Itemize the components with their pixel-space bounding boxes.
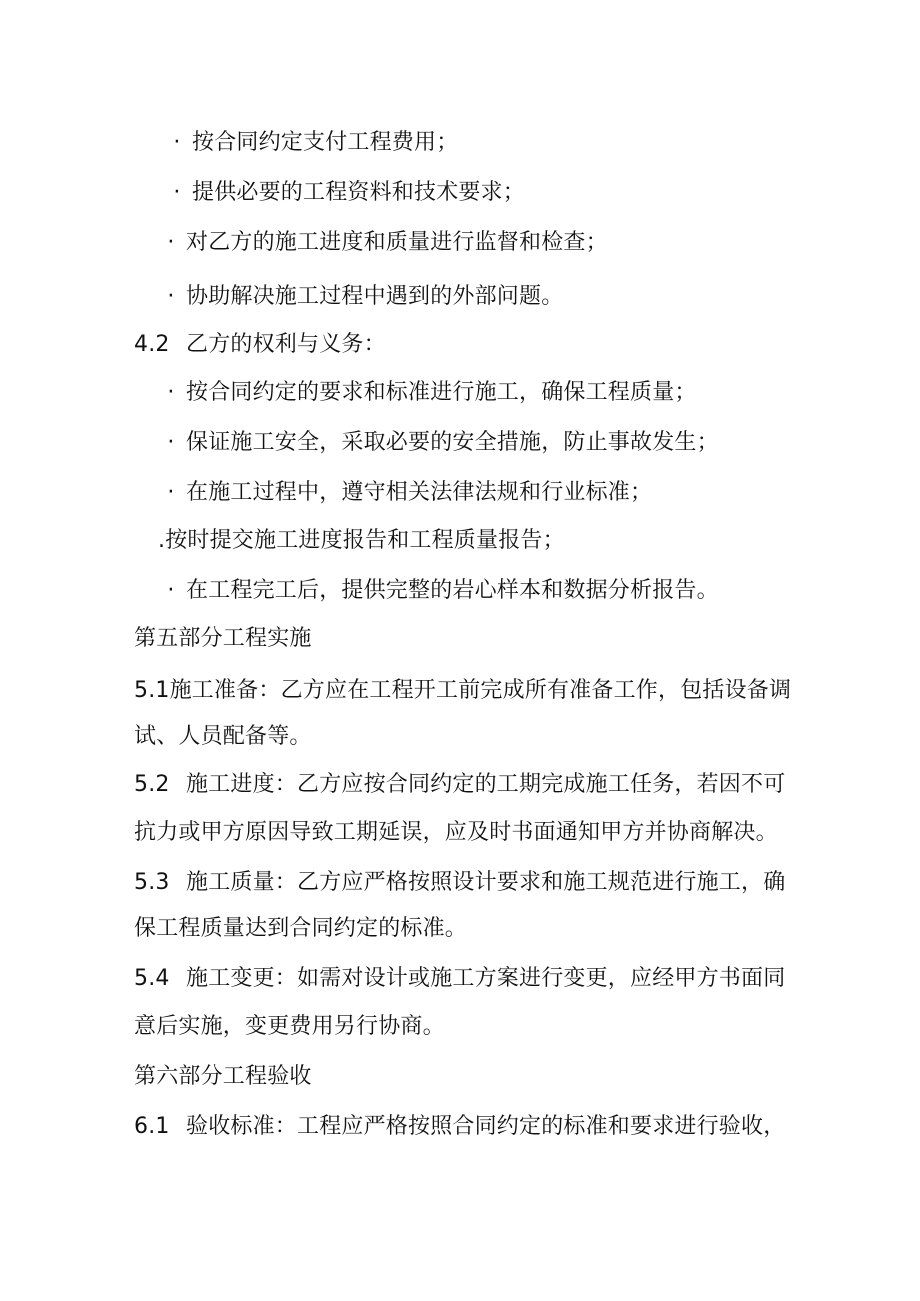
clause-number: 5.2 xyxy=(134,772,170,797)
section-number: 4.2 xyxy=(134,332,170,357)
section-title: 乙方的权利与义务： xyxy=(186,332,386,357)
section-heading-4-2 xyxy=(134,330,386,360)
clause-line: 意后实施，变更费用另行协商。 xyxy=(134,1014,445,1039)
clause-text: 验收标准：工程应严格按照合同约定的标准和要求进行验收， xyxy=(186,1114,786,1139)
clause-line: 保工程质量达到合同约定的标准。 xyxy=(134,916,468,941)
list-item-text: 在施工过程中，遵守相关法律法规和行业标准； xyxy=(186,480,653,505)
clause-line xyxy=(134,1112,785,1142)
list-item xyxy=(168,128,458,158)
list-item-text: 保证施工安全，采取必要的安全措施，防止事故发生； xyxy=(186,430,719,455)
clause-text: 施工质量：乙方应严格按照设计要求和施工规范进行施工，确 xyxy=(186,870,786,895)
bullet: · xyxy=(173,180,181,205)
bullet: · xyxy=(173,130,181,155)
clause-number: 5.3 xyxy=(134,870,170,895)
list-item xyxy=(162,576,719,606)
bullet: · xyxy=(167,284,175,309)
clause-line: 抗力或甲方原因导致工期延误，应及时书面通知甲方并协商解决。 xyxy=(134,820,778,845)
clause-line xyxy=(134,770,785,800)
clause-line: 5.1施工准备：乙方应在工程开工前完成所有准备工作，包括设备调 xyxy=(134,678,792,703)
list-item xyxy=(162,478,652,508)
list-item xyxy=(168,178,525,208)
list-item-text: 协助解决施工过程中遇到的外部问题。 xyxy=(186,284,564,309)
list-item-text: 按合同约定的要求和标准进行施工，确保工程质量； xyxy=(186,380,697,405)
clause-number: 5.4 xyxy=(134,966,170,991)
bullet: · xyxy=(167,380,175,405)
list-item xyxy=(162,228,608,258)
part-heading: 第六部分工程验收 xyxy=(134,1064,312,1089)
bullet: · xyxy=(167,480,175,505)
list-item-text: 对乙方的施工进度和质量进行监督和检查； xyxy=(186,230,608,255)
list-item-text: .按时提交施工进度报告和工程质量报告； xyxy=(158,528,565,553)
clause-line xyxy=(134,964,785,994)
list-item-text: 在工程完工后，提供完整的岩心样本和数据分析报告。 xyxy=(186,578,719,603)
list-item xyxy=(162,428,719,458)
clause-text: 施工进度：乙方应按合同约定的工期完成施工任务，若因不可 xyxy=(186,772,786,797)
bullet: · xyxy=(167,230,175,255)
list-item xyxy=(158,526,565,556)
clause-line: 试、人员配备等。 xyxy=(134,724,312,749)
list-item-text: 按合同约定支付工程费用； xyxy=(192,130,459,155)
list-item xyxy=(162,378,697,408)
clause-text: 施工变更：如需对设计或施工方案进行变更，应经甲方书面同 xyxy=(186,966,786,991)
clause-number: 6.1 xyxy=(134,1114,170,1139)
list-item xyxy=(162,282,563,312)
bullet: · xyxy=(167,578,175,603)
list-item-text: 提供必要的工程资料和技术要求； xyxy=(192,180,526,205)
part-heading: 第五部分工程实施 xyxy=(134,626,312,651)
clause-line xyxy=(134,868,785,898)
bullet: · xyxy=(167,430,175,455)
